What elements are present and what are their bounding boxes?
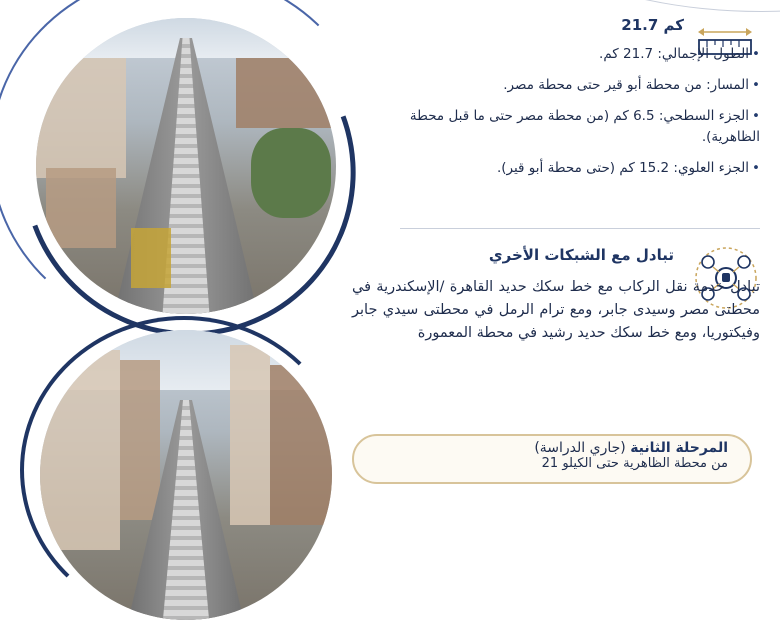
- bullet-surface-part: • الجزء السطحي: 6.5 كم (من محطة مصر حتى ما قبل محطة الظاهرية).: [360, 106, 760, 148]
- phase-two-box: [352, 434, 752, 484]
- street-photo-bottom: [40, 330, 332, 620]
- interchange-heading: تبادل مع الشبكات الأخري: [488, 246, 674, 264]
- section-divider: [400, 228, 760, 229]
- bullet-route: • المسار: من محطة أبو قير حتى محطة مصر.: [360, 75, 760, 96]
- length-heading: 21.7 كم: [621, 16, 684, 34]
- phase-two-title: المرحلة الثانية: [630, 440, 728, 456]
- phase-two-status: (جاري الدراسة): [534, 440, 626, 456]
- bullet-total-length: • الطول الإجمالي: 21.7 كم.: [360, 44, 760, 65]
- interchange-body: تبادل خدمة نقل الركاب مع خط سكك حديد القاهرة /الإسكندرية في محطتى مصر وسيدى جابر، ومع ترام الرمل في محطتى سيدي جابر وفيكتوريا، ومع خط سكك حديد رشيد في محطة المعمورة: [352, 279, 760, 342]
- phase-two-subtext: من محطة الظاهرية حتى الكيلو 21: [541, 456, 728, 471]
- bullet-elevated-part: • الجزء العلوي: 15.2 كم (حتى محطة أبو قير).: [360, 158, 760, 179]
- decorative-curve-right: [460, 0, 780, 12]
- length-bullets: [360, 44, 760, 179]
